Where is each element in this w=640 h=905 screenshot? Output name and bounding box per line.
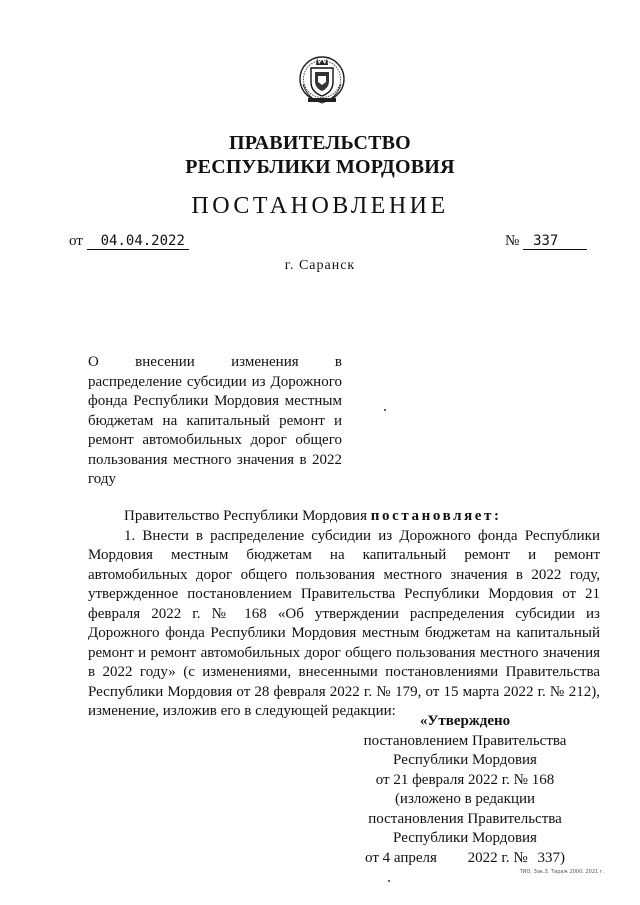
- org-name-line1: ПРАВИТЕЛЬСТВО: [229, 132, 411, 154]
- approval-line: от 21 февраля 2022 г. № 168: [375, 771, 555, 788]
- date-field: [69, 233, 189, 250]
- city-name: г. Саранск: [284, 258, 356, 273]
- intro-resolves: постановляет:: [370, 508, 502, 524]
- approval-date-year: 2022 г. №: [467, 849, 528, 866]
- approval-line: Республики Мордовия: [393, 752, 537, 768]
- approval-block: [340, 712, 590, 868]
- approval-date-number: 337): [537, 849, 565, 866]
- number-field: [505, 233, 587, 250]
- document-type-title: ПОСТАНОВЛЕНИЕ: [191, 193, 449, 219]
- org-name-line2: РЕСПУБЛИКИ МОРДОВИЯ: [185, 156, 455, 178]
- date-value: 04.04.2022: [87, 233, 189, 250]
- approval-date-month: апреля: [393, 849, 437, 866]
- resolution-intro: [88, 507, 600, 527]
- document-subject: О внесении изменения в распределение субсидии из Дорожного фонда Республики Мордовия местным бюджетам на капитальный ремонт и ремонт автомобильных дорог общего пользования местного значения в 2022 году: [88, 354, 342, 487]
- approval-date-day: 4: [382, 849, 391, 866]
- approval-date-prefix: от: [365, 849, 379, 866]
- speck-mark: [384, 409, 386, 411]
- intro-text: Правительство Республики Мордовия: [124, 508, 371, 524]
- print-mark: ТИО. Зак.З. Тираж 2000. 2021 г.: [519, 869, 604, 875]
- number-value: 337: [523, 233, 587, 250]
- coat-of-arms-emblem: [297, 52, 347, 108]
- number-prefix: №: [505, 233, 520, 249]
- approval-line: постановления Правительства: [368, 810, 562, 827]
- approval-line: Республики Мордовия: [393, 830, 537, 846]
- date-prefix: от: [69, 233, 83, 249]
- speck-mark: [388, 880, 390, 882]
- approval-line: постановлением Правительства: [363, 732, 567, 749]
- point-1: 1. Внести в распределение субсидии из Дорожного фонда Республики Мордовия местным бюджетам на капитальный ремонт и ремонт автомобильных дорог общего пользования местного значения в 2022 году, утвержденное постановлением Правительства Республики Мордовия от 21 февраля 2022 г. № 168 «Об утверждении распределения субсидии из Дорожного фонда Республики Мордовия местным бюджетам на капитальный ремонт и ремонт автомобильных дорог общего пользования местного значения в 2022 году» (с изменениями, внесенными постановлениями Правительства Республики Мордовия от 28 февраля 2022 г. № 179, от 15 марта 2022 г. № 212), изменение, изложив его в следующей редакции:: [88, 527, 600, 719]
- approval-date-line: [340, 849, 590, 869]
- approval-title: «Утверждено: [419, 713, 511, 729]
- approval-line: (изложено в редакции: [394, 791, 536, 807]
- main-text: [88, 507, 600, 722]
